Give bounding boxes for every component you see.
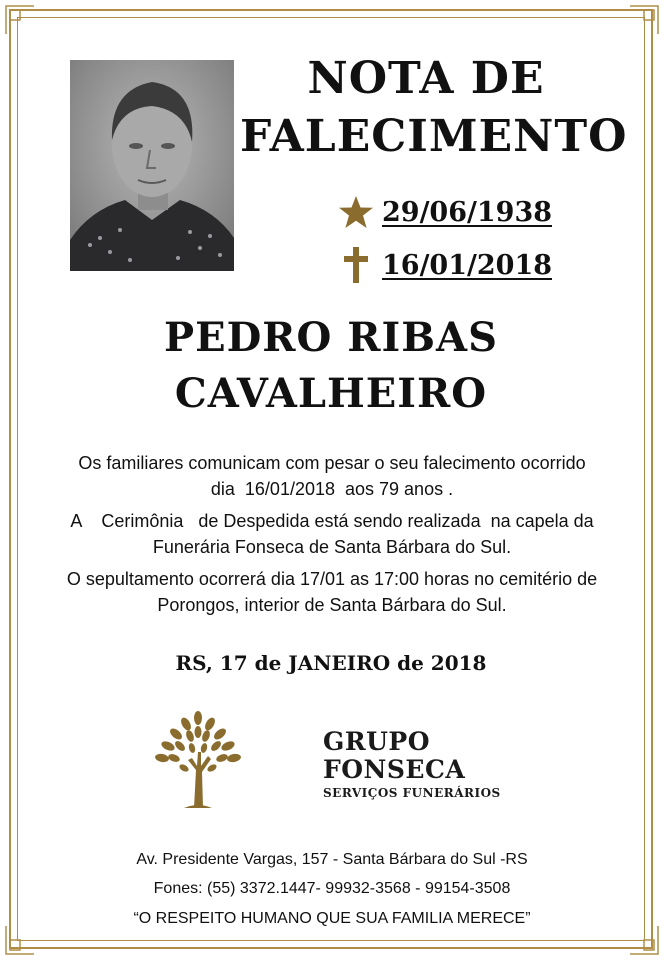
slogan: “O RESPEITO HUMANO QUE SUA FAMILIA MERECE” [133,910,531,927]
tree-icon [148,708,248,810]
paragraph-line: Funerária Fonseca de Santa Bárbara do Sul. [152,537,512,557]
name-line-2: CAVALHEIRO [174,370,488,417]
birth-date-row [336,192,552,232]
title-line-1: NOTA DE [307,53,545,104]
deceased-portrait [70,60,234,271]
deceased-name [40,310,622,422]
star-icon [336,192,376,232]
birth-date: 29/06/1938 [382,196,553,228]
announcement-paragraph [30,450,634,502]
death-date: 16/01/2018 [382,249,553,281]
paragraph-line: dia 16/01/2018 aos 79 anos . [210,479,454,499]
burial-paragraph [30,566,634,618]
place-and-date: RS, 17 de JANEIRO de 2018 [175,651,487,675]
brand-line-1: GRUPO [323,727,431,756]
ceremony-paragraph [30,508,634,560]
title-line-2: FALECIMENTO [240,111,628,162]
brand-line-2: FONSECA [323,755,466,784]
paragraph-line: Porongos, interior de Santa Bárbara do Sul. [157,595,507,615]
paragraph-line: O sepultamento ocorrerá dia 17/01 as 17:00 horas no cemitério de [66,569,598,589]
address: Av. Presidente Vargas, 157 - Santa Bárbara do Sul -RS [136,851,528,868]
name-line-1: PEDRO RIBAS [164,314,498,361]
page-title [240,50,628,166]
brand-logo-text [323,728,501,800]
phones: Fones: (55) 3372.1447- 99932-3568 - 99154-3508 [153,880,511,897]
paragraph-line: A Cerimônia de Despedida está sendo realizada na capela da [70,511,594,531]
paragraph-line: Os familiares comunicam com pesar o seu falecimento ocorrido [78,453,586,473]
death-date-row [336,245,552,285]
corner-ornament-icon [620,4,660,44]
corner-ornament-icon [4,4,44,44]
cross-icon [336,245,376,285]
brand-tagline: SERVIÇOS FUNERÁRIOS [323,786,501,800]
